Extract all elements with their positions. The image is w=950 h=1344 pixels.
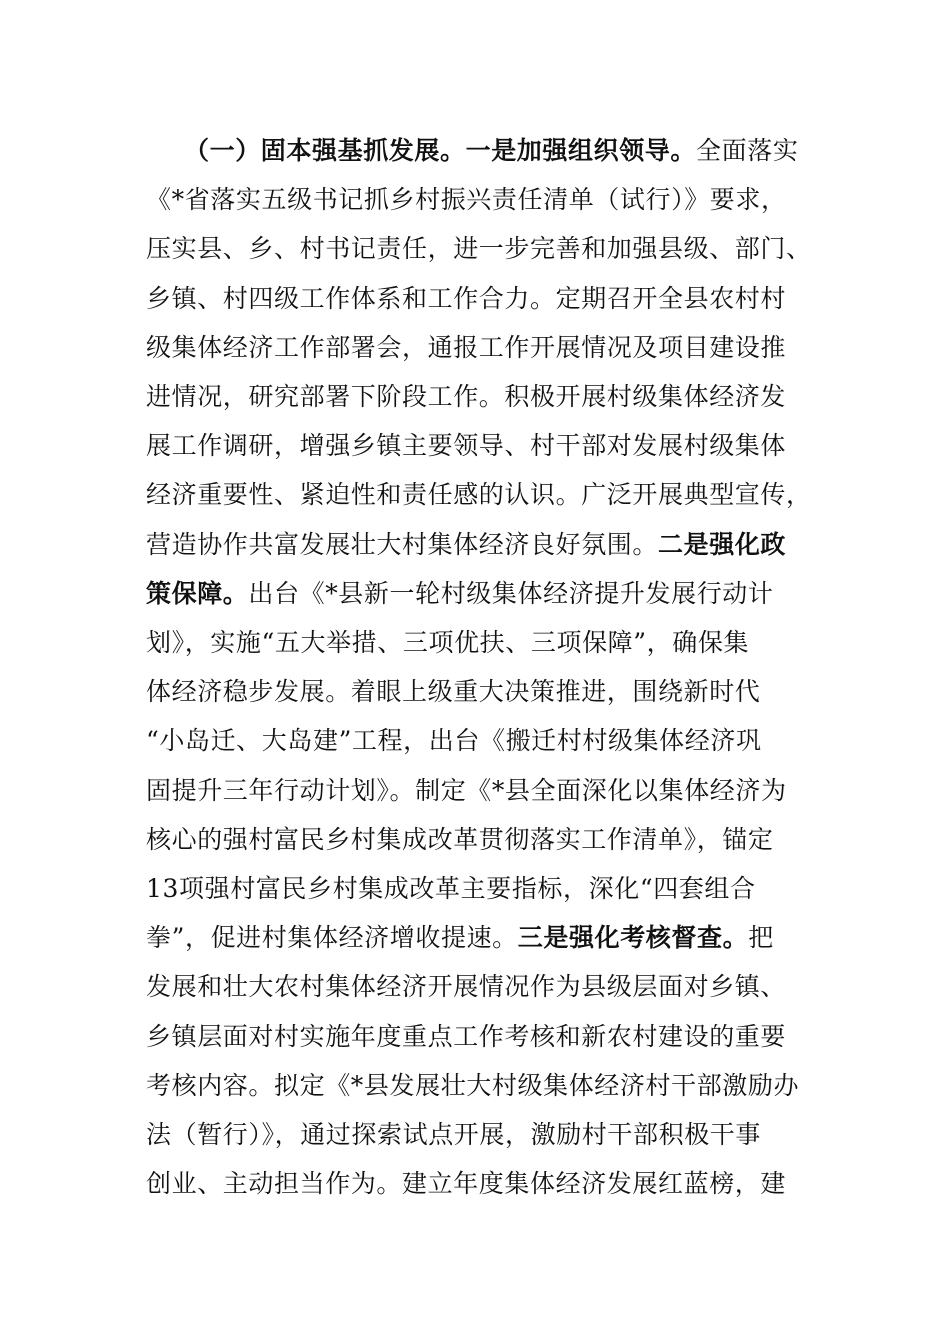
bold-heading-text: 二是强化政 <box>658 529 787 559</box>
text-line <box>146 323 806 372</box>
text-line <box>146 470 812 519</box>
body-text: 把 <box>748 923 774 953</box>
body-text: 展工作调研，增强乡镇主要领导、村干部对发展村级集体 <box>146 431 787 461</box>
body-text: 核心的强村富民乡村集成改革贯彻落实工作清单》，锚定 <box>146 824 774 854</box>
body-text: 法（暂行）》，通过探索试点开展，激励村干部积极干事 <box>146 1120 762 1149</box>
text-line <box>146 569 806 618</box>
body-text: 《*省落实五级书记抓乡村振兴责任清单（试行）》要求， <box>146 185 787 215</box>
body-text: 出台《*县新一轮村级集体经济提升发展行动计 <box>248 578 774 608</box>
text-line <box>146 913 806 962</box>
bold-heading-text: （一）固本强基抓发展。一是加强组织领导。 <box>184 136 697 165</box>
body-text: 13项强村富民乡村集成改革主要指标，深化“四套组合 <box>146 874 756 903</box>
body-text: 全面落实 <box>696 136 799 165</box>
text-line <box>146 618 806 667</box>
text-line <box>146 274 806 323</box>
body-text: “小岛迁、大岛建”工程，出台《搬迁村村级集体经济巩 <box>146 726 762 756</box>
body-text: 划》，实施“五大举措、三项优扶、三项保障”，确保集 <box>146 628 750 657</box>
body-text: 创业、主动担当作为。建立年度集体经济发展红蓝榜，建 <box>146 1169 787 1199</box>
text-line <box>184 126 844 175</box>
text-line <box>146 421 806 470</box>
text-line <box>146 1110 806 1159</box>
text-line <box>146 175 806 224</box>
body-text: 乡镇、村四级工作体系和工作合力。定期召开全县农村村 <box>146 283 787 313</box>
body-text: 发展和壮大农村集体经济开展情况作为县级层面对乡镇、 <box>146 972 787 1002</box>
text-line <box>146 372 806 421</box>
body-text: 进情况，研究部署下阶段工作。积极开展村级集体经济发 <box>146 382 787 411</box>
bold-heading-text: 三是强化考核督查。 <box>517 923 749 953</box>
body-text: 级集体经济工作部署会，通报工作开展情况及项目建设推 <box>146 332 787 362</box>
body-text: 营造协作共富发展壮大村集体经济良好氛围。 <box>146 529 659 559</box>
body-text: 体经济稳步发展。着眼上级重大决策推进，围绕新时代 <box>146 677 761 707</box>
text-line <box>146 815 806 864</box>
text-line <box>146 667 806 716</box>
body-text: 压实县、乡、村书记责任，进一步完善和加强县级、部门、 <box>146 234 812 264</box>
text-line <box>146 1012 806 1061</box>
body-text: 拳”，促进村集体经济增收提速。 <box>146 923 518 953</box>
text-line <box>146 520 806 569</box>
body-text: 经济重要性、紧迫性和责任感的认识。广泛开展典型宣传， <box>146 480 812 510</box>
text-line <box>146 766 806 815</box>
text-line <box>146 224 812 273</box>
text-line <box>146 1159 806 1208</box>
text-line <box>146 962 806 1011</box>
body-text: 考核内容。拟定《*县发展壮大村级集体经济村干部激励办 <box>146 1070 800 1100</box>
body-text: 固提升三年行动计划》。制定《*县全面深化以集体经济为 <box>146 775 787 805</box>
bold-heading-text: 策保障。 <box>146 578 249 608</box>
text-line <box>146 864 806 913</box>
body-text: 乡镇层面对村实施年度重点工作考核和新农村建设的重要 <box>146 1021 787 1051</box>
text-line <box>146 716 806 765</box>
text-line <box>146 1061 806 1110</box>
